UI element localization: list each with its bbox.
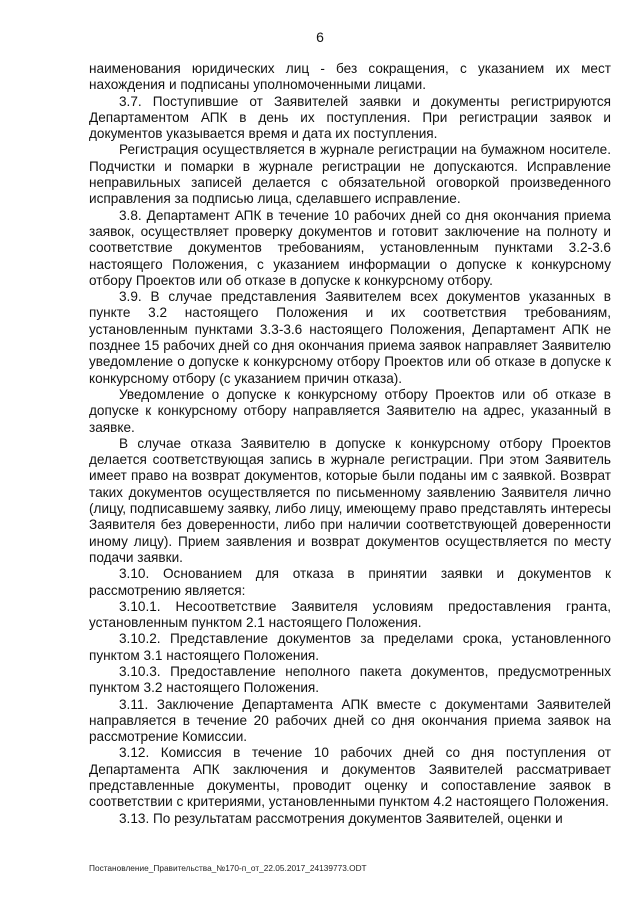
paragraph: Уведомление о допуске к конкурсному отбору Проектов или об отказе в допуске к конкурсному отбору направляется Заявителю на адрес, указанный в заявке.: [89, 386, 611, 435]
paragraph: 3.10.3. Предоставление неполного пакета документов, предусмотренных пунктом 3.2 настоящего Положения.: [89, 663, 611, 696]
paragraph: 3.7. Поступившие от Заявителей заявки и документы регистрируются Департаментом АПК в день их поступления. При регистрации заявок и документов указывается время и дата их поступления.: [89, 93, 611, 142]
paragraph: 3.10.1. Несоответствие Заявителя условиям предоставления гранта, установленным пунктом 2.1 настоящего Положения.: [89, 598, 611, 631]
paragraph: 3.11. Заключение Департамента АПК вместе с документами Заявителей направляется в течение 20 рабочих дней со дня окончания приема заявок на рассмотрение Комиссии.: [89, 696, 611, 745]
document-footer: Постановление_Правительства_№170-п_от_22.05.2017_24139773.ODT: [89, 863, 367, 873]
paragraph: 3.10.2. Представление документов за пределами срока, установленного пунктом 3.1 настоящего Положения.: [89, 631, 611, 663]
paragraph: Регистрация осуществляется в журнале регистрации на бумажном носителе. Подчистки и помарки в журнале регистрации не допускаются. Исправление неправильных записей делается с обязательной оговоркой произведенного исправления за подписью лица, сделавшего исправление.: [89, 142, 611, 207]
paragraph: 3.12. Комиссия в течение 10 рабочих дней со дня поступления от Департамента АПК заключения и документов Заявителей рассматривает представленные документы, проводит оценку и сопоставление заявок в соответствии с критериями, установленными пунктом 4.2 настоящего Положения.: [89, 745, 611, 810]
paragraph: В случае отказа Заявителю в допуске к конкурсному отбору Проектов делается соответствующая запись в журнале регистрации. При этом Заявитель имеет право на возврат документов, которые были поданы им с заявкой. Возврат таких документов осуществляется по письменному заявлению Заявителя лично (лицу, подписавшему заявку, либо лицу, имеющему право представлять интересы Заявителя без доверенности, либо при наличии соответствующей доверенности иному лицу). Прием заявления и возврат документов осуществляется по месту подачи заявки.: [89, 435, 611, 565]
paragraph: 3.9. В случае представления Заявителем всех документов указанных в пункте 3.2 настоящего Положения и их соответствия требованиям, установленным пунктами 3.3-3.6 настоящего Положения, Департамент АПК не позднее 15 рабочих дней со дня окончания приема заявок направляет Заявителю уведомление о допуске к конкурсному отбору Проектов или об отказе в допуске к конкурсному отбору (с указанием причин отказа).: [89, 289, 611, 386]
page-number: 6: [316, 29, 324, 45]
paragraph: 3.13. По результатам рассмотрения документов Заявителей, оценки и: [119, 810, 563, 826]
paragraph: 3.10. Основанием для отказа в принятии заявки и документов к рассмотрению является:: [89, 566, 611, 598]
paragraph: 3.8. Департамент АПК в течение 10 рабочих дней со дня окончания приема заявок, осуществляет проверку документов и готовит заключение на полноту и соответствие документов требованиям, установленным пунктами 3.2-3.6 настоящего Положения, с указанием информации о допуске к конкурсному отбору Проектов или об отказе в допуске к конкурсному отбору.: [89, 207, 611, 288]
document-body: [89, 61, 611, 827]
paragraph: наименования юридических лиц - без сокращения, с указанием их мест нахождения и подписаны уполномоченными лицами.: [89, 61, 611, 93]
